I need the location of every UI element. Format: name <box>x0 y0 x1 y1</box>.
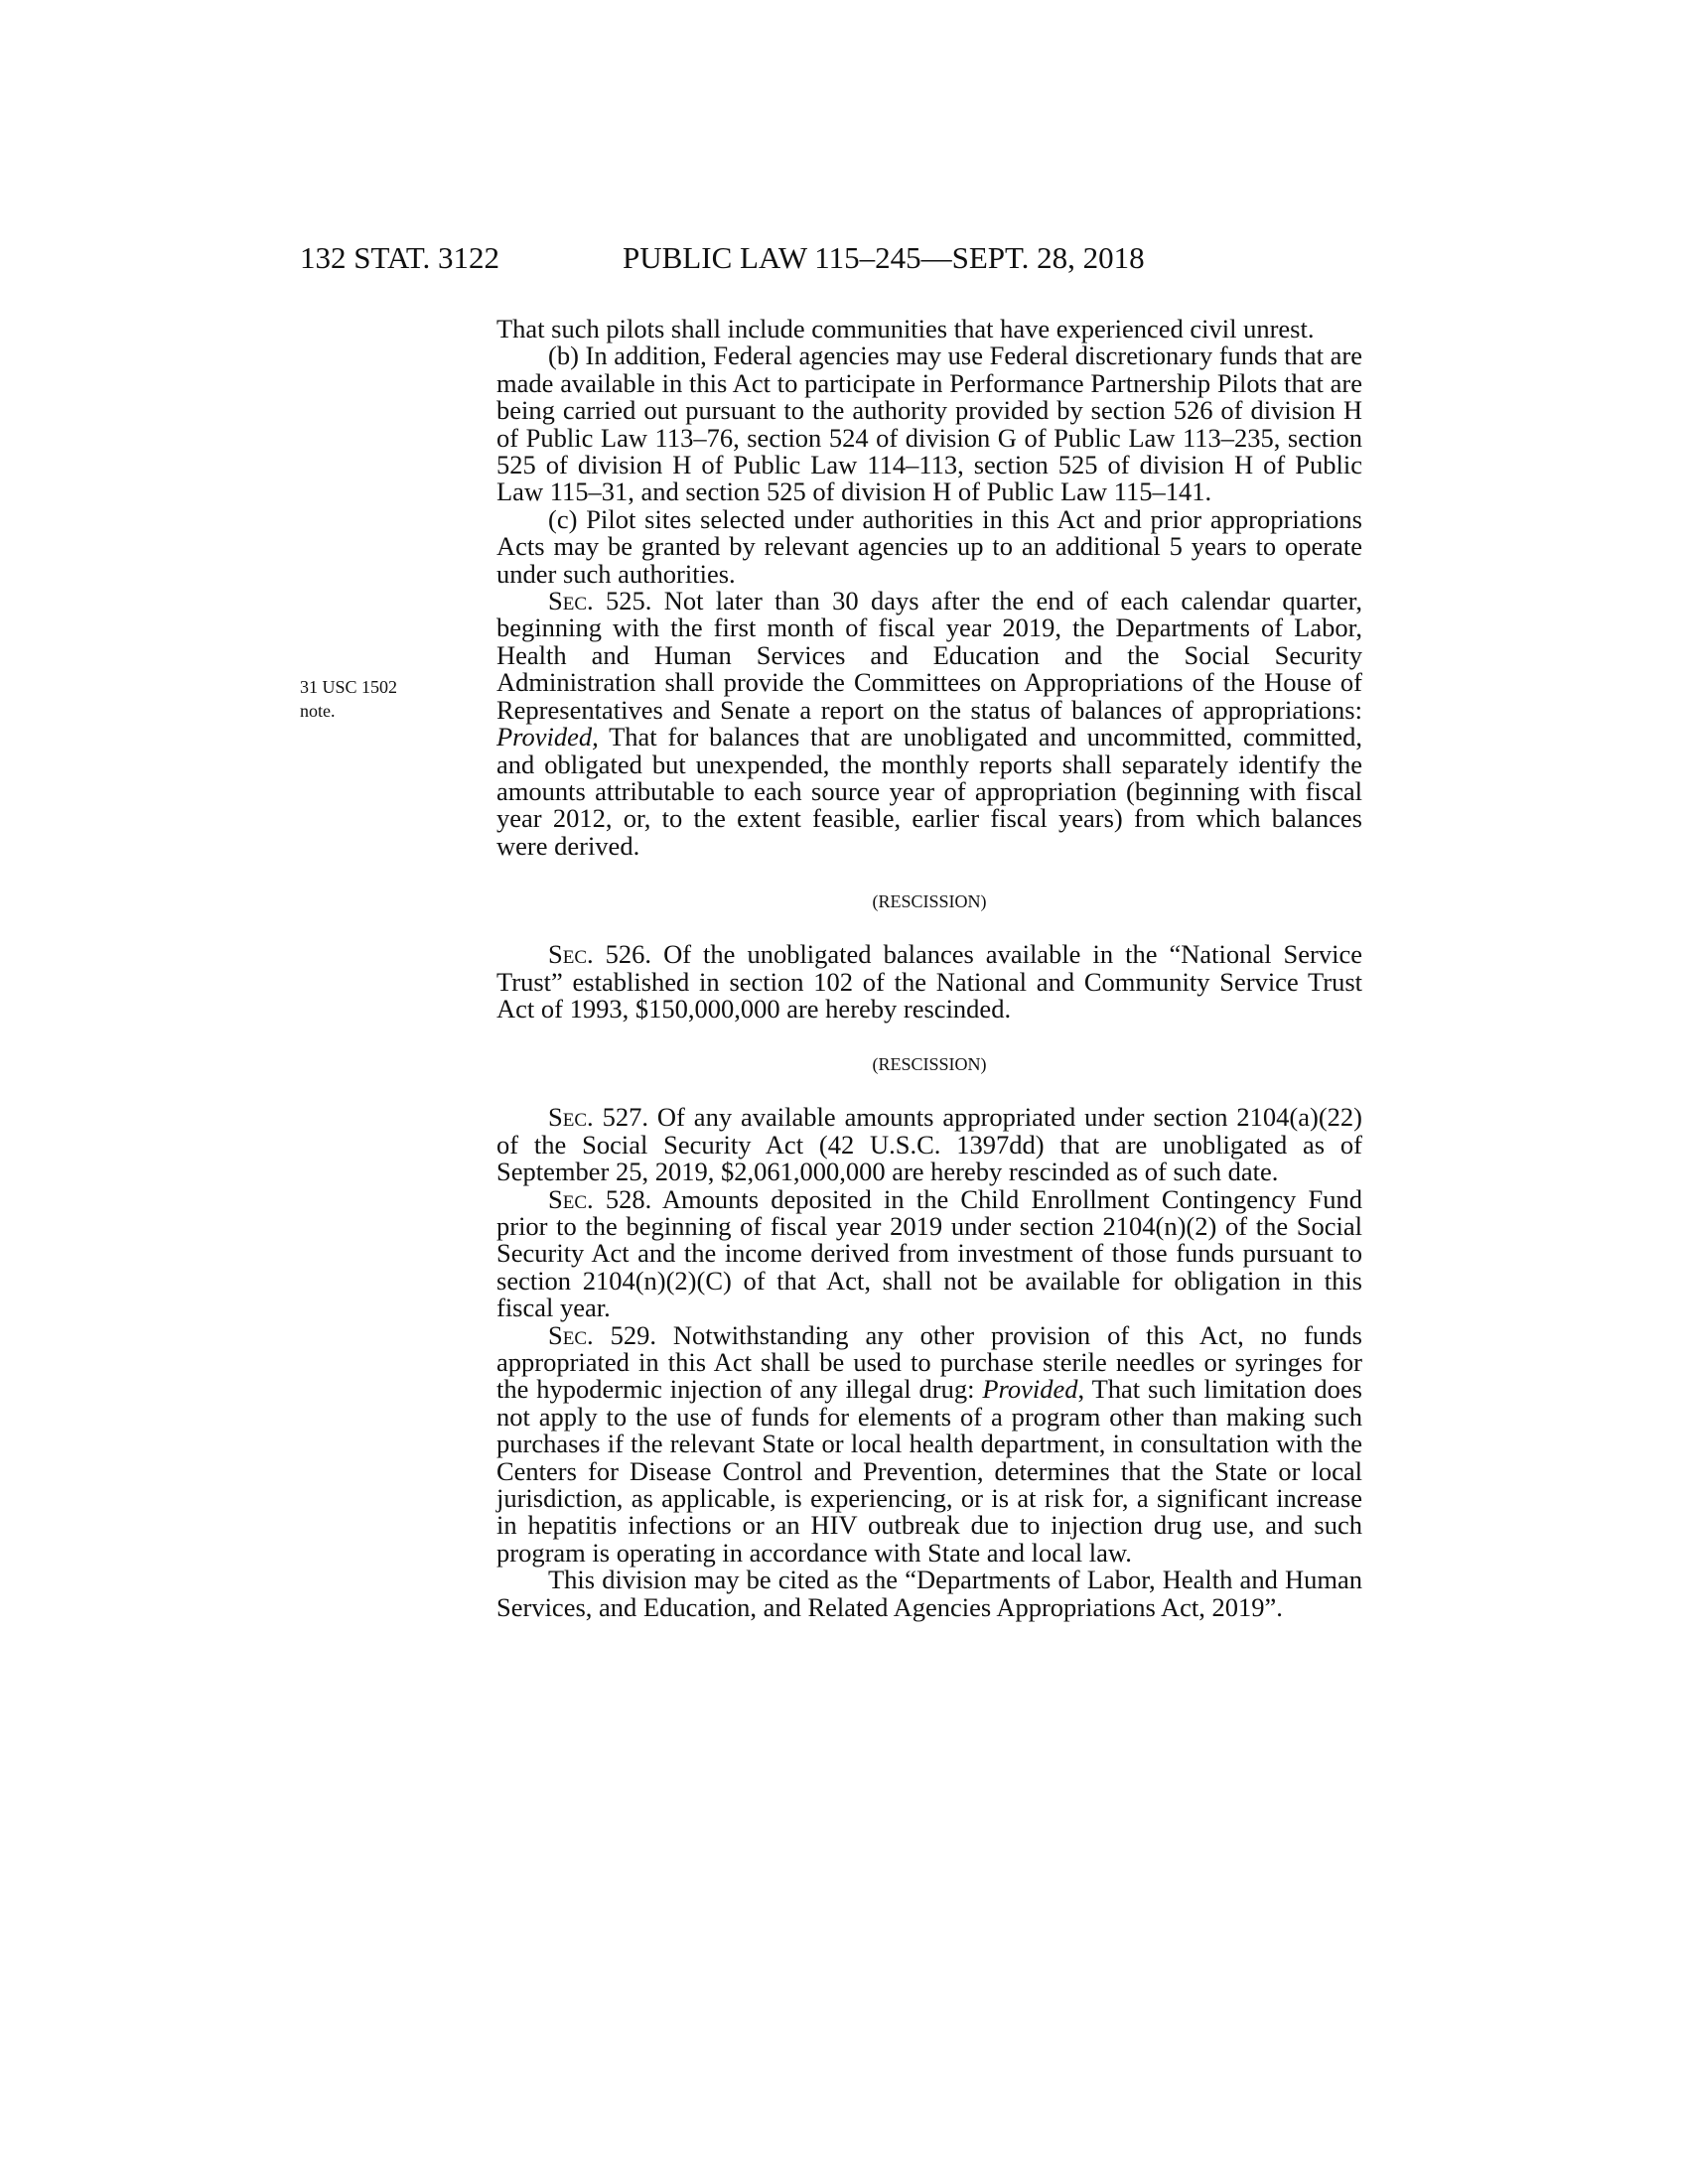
section-529-label: Sec. 529. <box>548 1319 656 1350</box>
running-header <box>300 240 1372 290</box>
section-528-label: Sec. 528. <box>548 1183 652 1214</box>
section-525-label: Sec. 525. <box>548 586 652 616</box>
margin-note-citation: 31 USC 1502 <box>300 677 398 697</box>
margin-note <box>300 675 459 723</box>
section-529 <box>496 1319 1362 1568</box>
section-529-text-a: Notwithstanding any other provision of this Act, no funds appropriated in this Act shall be used to purchase sterile needles or syringes for the hypodermic injection of any illegal drug: <box>496 1319 1362 1405</box>
section-527-text: Of any available amounts appropriated under section 2104(a)(22) of the Social Security Act (42 U.S.C. 1397dd) that are unobligated as of September 25, 2019, $2,061,000,000 are hereby rescinded as of such date. <box>496 1102 1362 1187</box>
stat-page-number: 132 STAT. 3122 <box>300 240 500 275</box>
paragraph-pilots-continuation: That such pilots shall include communities that have experienced civil unrest. <box>496 314 1315 343</box>
body-text <box>496 316 1362 1621</box>
section-527-label: Sec. 527. <box>548 1102 648 1133</box>
short-title-paragraph: This division may be cited as the “Departments of Labor, Health and Human Services, and Education, and Related Agencies Appropriations Act, 2019”. <box>496 1565 1362 1622</box>
section-526-text: Of the unobligated balances available in the “National Service Trust” established in section 102 of the National and Community Service Trust Act of 1993, $150,000,000 are hereby rescinded. <box>496 939 1362 1024</box>
section-525-text-a: Not later than 30 days after the end of each calendar quarter, beginning with the first month of fiscal year 2019, the Departments of Labor, Health and Human Services and Education and the Social Security Administration shall provide the Committees on Appropriations of the House of Representatives and Senate a report on the status of balances of appropriations: <box>496 586 1362 725</box>
margin-note-suffix: note. <box>300 701 336 721</box>
section-527 <box>496 1104 1362 1185</box>
public-law-title: PUBLIC LAW 115–245—SEPT. 28, 2018 <box>623 240 1145 275</box>
section-525-provided: Provided, <box>496 722 599 752</box>
section-529-provided: Provided <box>982 1374 1078 1405</box>
rescission-heading-2: (RESCISSION) <box>872 1054 987 1075</box>
section-525 <box>496 588 1362 860</box>
section-528-text: Amounts deposited in the Child Enrollment Contingency Fund prior to the beginning of fiscal year 2019 under section 2104(n)(2) of the Social Security Act and the income derived from investment of those funds pursuant to section 2104(n)(2)(C) of that Act, shall not be available for obligation in this fiscal year. <box>496 1183 1362 1323</box>
section-526-label: Sec. 526. <box>548 939 652 970</box>
section-529-text-b: , That such limitation does not apply to the use of funds for elements of a program other than making such purchases if the relevant State or local health department, in consultation with the Centers for Disease Control and Prevention, determines that the State or local jurisdiction, as applicable, is experiencing, or is at risk for, a significant increase in hepatitis infections or an HIV outbreak due to injection drug use, and such program is operating in accordance with State and local law. <box>496 1374 1362 1568</box>
paragraph-b: (b) In addition, Federal agencies may use Federal discretionary funds that are made available in this Act to participate in Performance Partnership Pilots that are being carried out pursuant to the authority provided by section 526 of division H of Public Law 113–76, section 524 of division G of Public Law 113–235, section 525 of division H of Public Law 114–113, section 525 of division H of Public Law 115–31, and section 525 of division H of Public Law 115–141. <box>496 341 1362 507</box>
section-528 <box>496 1183 1362 1323</box>
section-525-text-b: That for balances that are unobligated and uncommitted, committed, and obligated but unexpended, the monthly reports shall separately identify the amounts attributable to each source year of appropriation (beginning with fiscal year 2012, or, to the extent feasible, earlier fiscal years) from which balances were derived. <box>496 722 1362 861</box>
section-526 <box>496 941 1362 1023</box>
paragraph-c: (c) Pilot sites selected under authorities in this Act and prior appropriations Acts may be granted by relevant agencies up to an additional 5 years to operate under such authorities. <box>496 503 1362 589</box>
rescission-heading-1: (RESCISSION) <box>872 891 987 912</box>
